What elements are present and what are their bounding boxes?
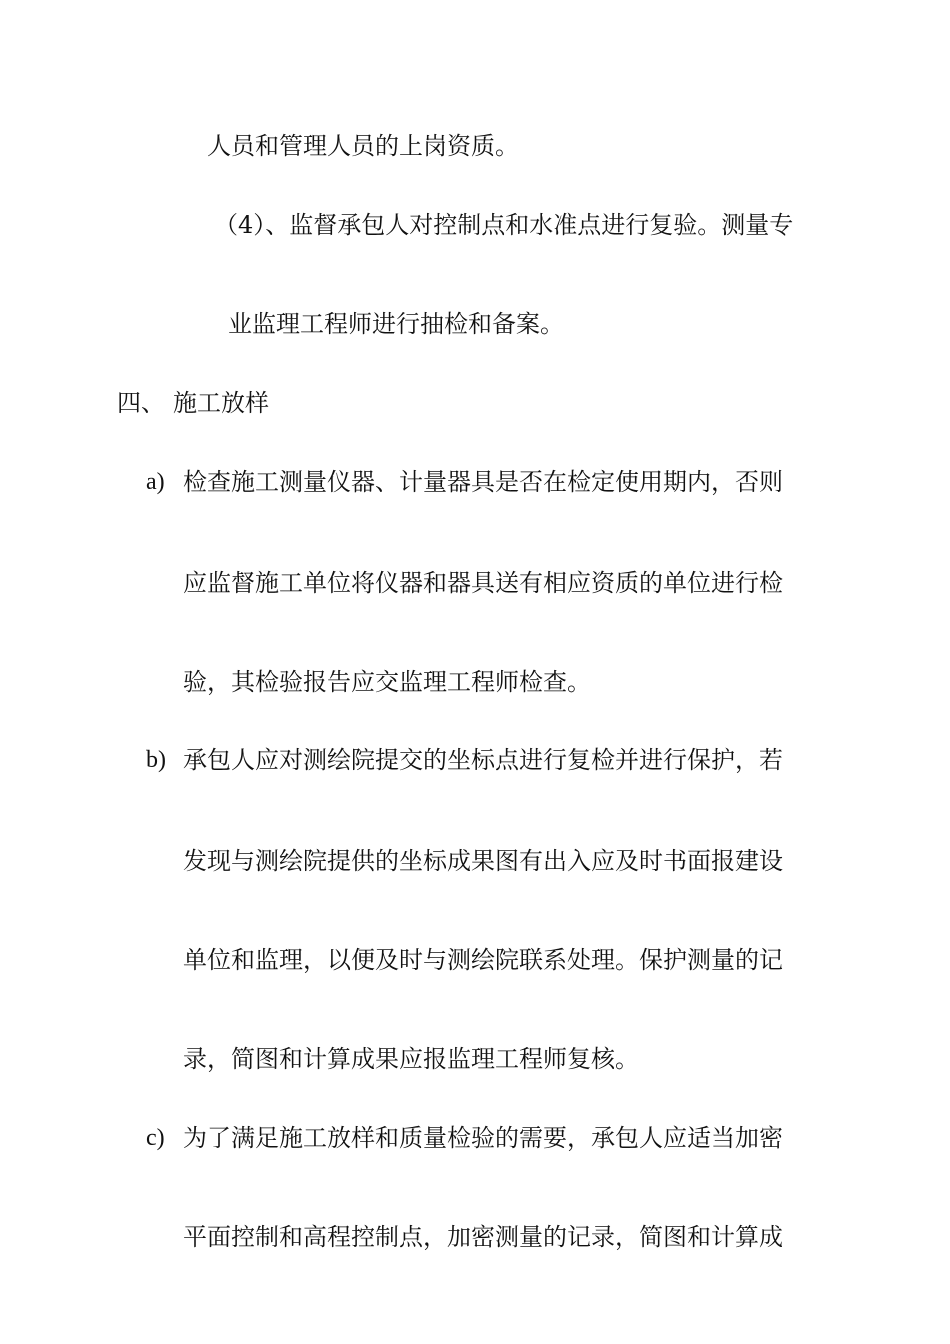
paragraph-line: 业监理工程师进行抽检和备案。 — [228, 310, 564, 338]
list-item-line: 单位和监理，以便及时与测绘院联系处理。保护测量的记 — [183, 946, 783, 974]
list-item-line: 平面控制和高程控制点，加密测量的记录，简图和计算成 — [183, 1223, 783, 1251]
list-item-line: 应监督施工单位将仪器和器具送有相应资质的单位进行检 — [183, 569, 783, 597]
list-item-line: 检查施工测量仪器、计量器具是否在检定使用期内，否则 — [183, 468, 783, 496]
list-item-line: 承包人应对测绘院提交的坐标点进行复检并进行保护，若 — [183, 746, 783, 774]
list-item-line: 为了满足施工放样和质量检验的需要，承包人应适当加密 — [183, 1124, 783, 1152]
list-item-label: c) — [146, 1125, 165, 1151]
list-item-line: 发现与测绘院提供的坐标成果图有出入应及时书面报建设 — [183, 847, 783, 875]
paragraph-line: 人员和管理人员的上岗资质。 — [207, 132, 519, 160]
list-item-label: a) — [146, 469, 165, 495]
list-item-label: b) — [146, 747, 166, 773]
list-item-line: 录，简图和计算成果应报监理工程师复核。 — [183, 1045, 639, 1073]
section-number: 四、 — [117, 389, 165, 417]
section-title: 施工放样 — [173, 389, 269, 417]
list-item-line: 验，其检验报告应交监理工程师检查。 — [183, 668, 591, 696]
paragraph-line: （4）、监督承包人对控制点和水准点进行复验。测量专 — [214, 211, 794, 239]
